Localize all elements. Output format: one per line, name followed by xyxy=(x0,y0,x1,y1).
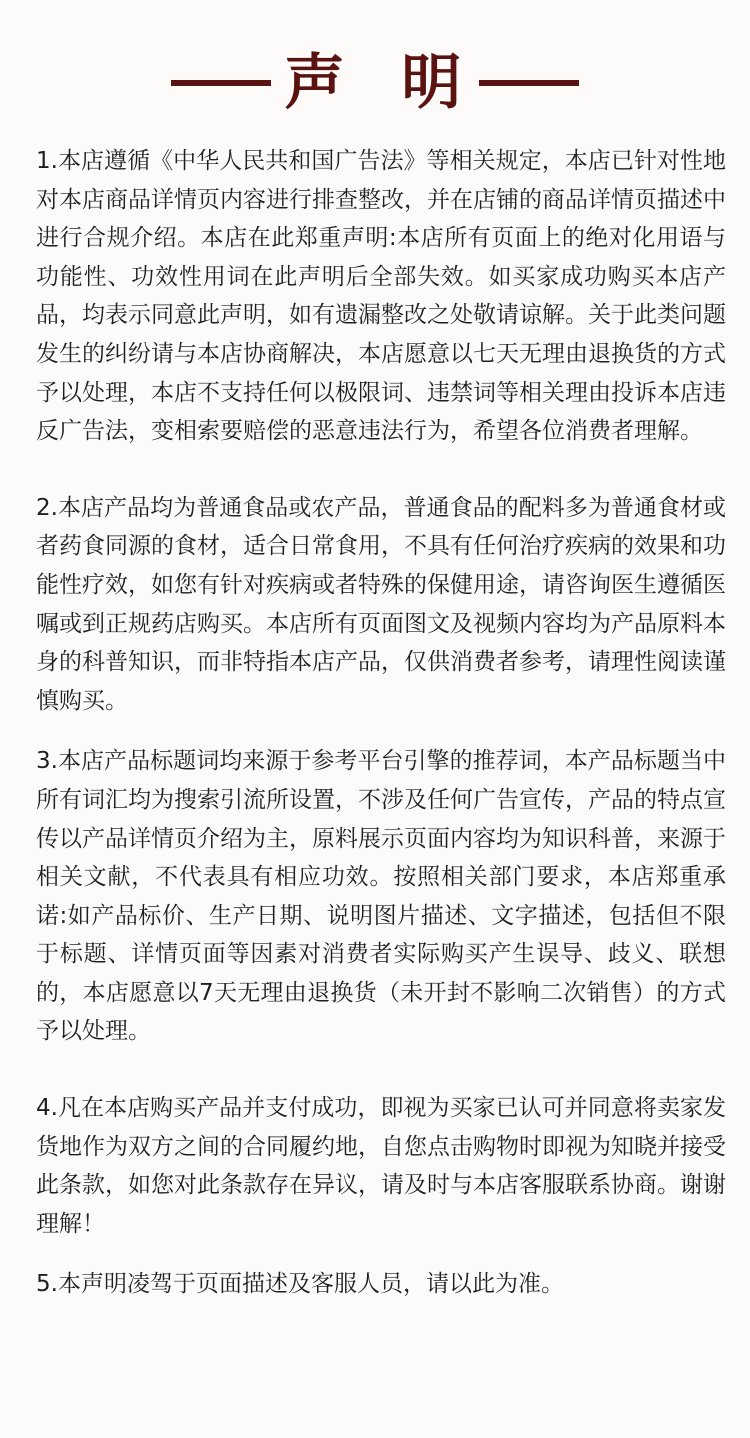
page-title-row xyxy=(0,48,750,118)
statement-paragraph-5: 5.本声明凌驾于页面描述及客服人员，请以此为准。 xyxy=(36,1271,564,1298)
statement-body xyxy=(36,142,726,1304)
statement-paragraph-1: 1.本店遵循《中华人民共和国广告法》等相关规定，本店已针对性地对本店商品详情页内容进行排查整改，并在店铺的商品详情页描述中进行合规介绍。本店在此郑重声明:本店所有页面上的绝对化用语与功能性、功效性用词在此声明后全部失效。如买家成功购买本店产品，均表示同意此声明，如有遗漏整改之处敬请谅解。关于此类问题发生的纠纷请与本店协商解决，本店愿意以七天无理由退换货的方式予以处理，本店不支持任何以极限词、违禁词等相关理由投诉本店违反广告法，变相索要赔偿的恶意违法行为，希望各位消费者理解。 xyxy=(36,148,726,445)
page-title: 声 明 xyxy=(284,48,480,118)
title-left-dash xyxy=(171,80,271,86)
title-right-dash xyxy=(479,80,579,86)
statement-paragraph-4: 4.凡在本店购买产品并支付成功，即视为买家已认可并同意将卖家发货地作为双方之间的合同履约地，自您点击购物时即视为知晓并接受此条款，如您对此条款存在异议，请及时与本店客服联系协商。谢谢理解！ xyxy=(36,1095,726,1237)
statement-paragraph-3: 3.本店产品标题词均来源于参考平台引擎的推荐词，本产品标题当中所有词汇均为搜索引流所设置，不涉及任何广告宣传，产品的特点宣传以产品详情页介绍为主，原料展示页面内容均为知识科普，来源于相关文献，不代表具有相应功效。按照相关部门要求，本店郑重承诺:如产品标价、生产日期、说明图片描述、文字描述，包括但不限于标题、详情页面等因素对消费者实际购买产生误导、歧义、联想的，本店愿意以7天无理由退换货（未开封不影响二次销售）的方式予以处理。 xyxy=(36,748,726,1045)
statement-paragraph-2: 2.本店产品均为普通食品或农产品，普通食品的配料多为普通食材或者药食同源的食材，适合日常食用，不具有任何治疗疾病的效果和功能性疗效，如您有针对疾病或者特殊的保健用途，请咨询医生遵循医嘱或到正规药店购买。本店所有页面图文及视频内容均为产品原料本身的科普知识，而非特指本店产品，仅供消费者参考，请理性阅读谨慎购买。 xyxy=(36,494,726,714)
